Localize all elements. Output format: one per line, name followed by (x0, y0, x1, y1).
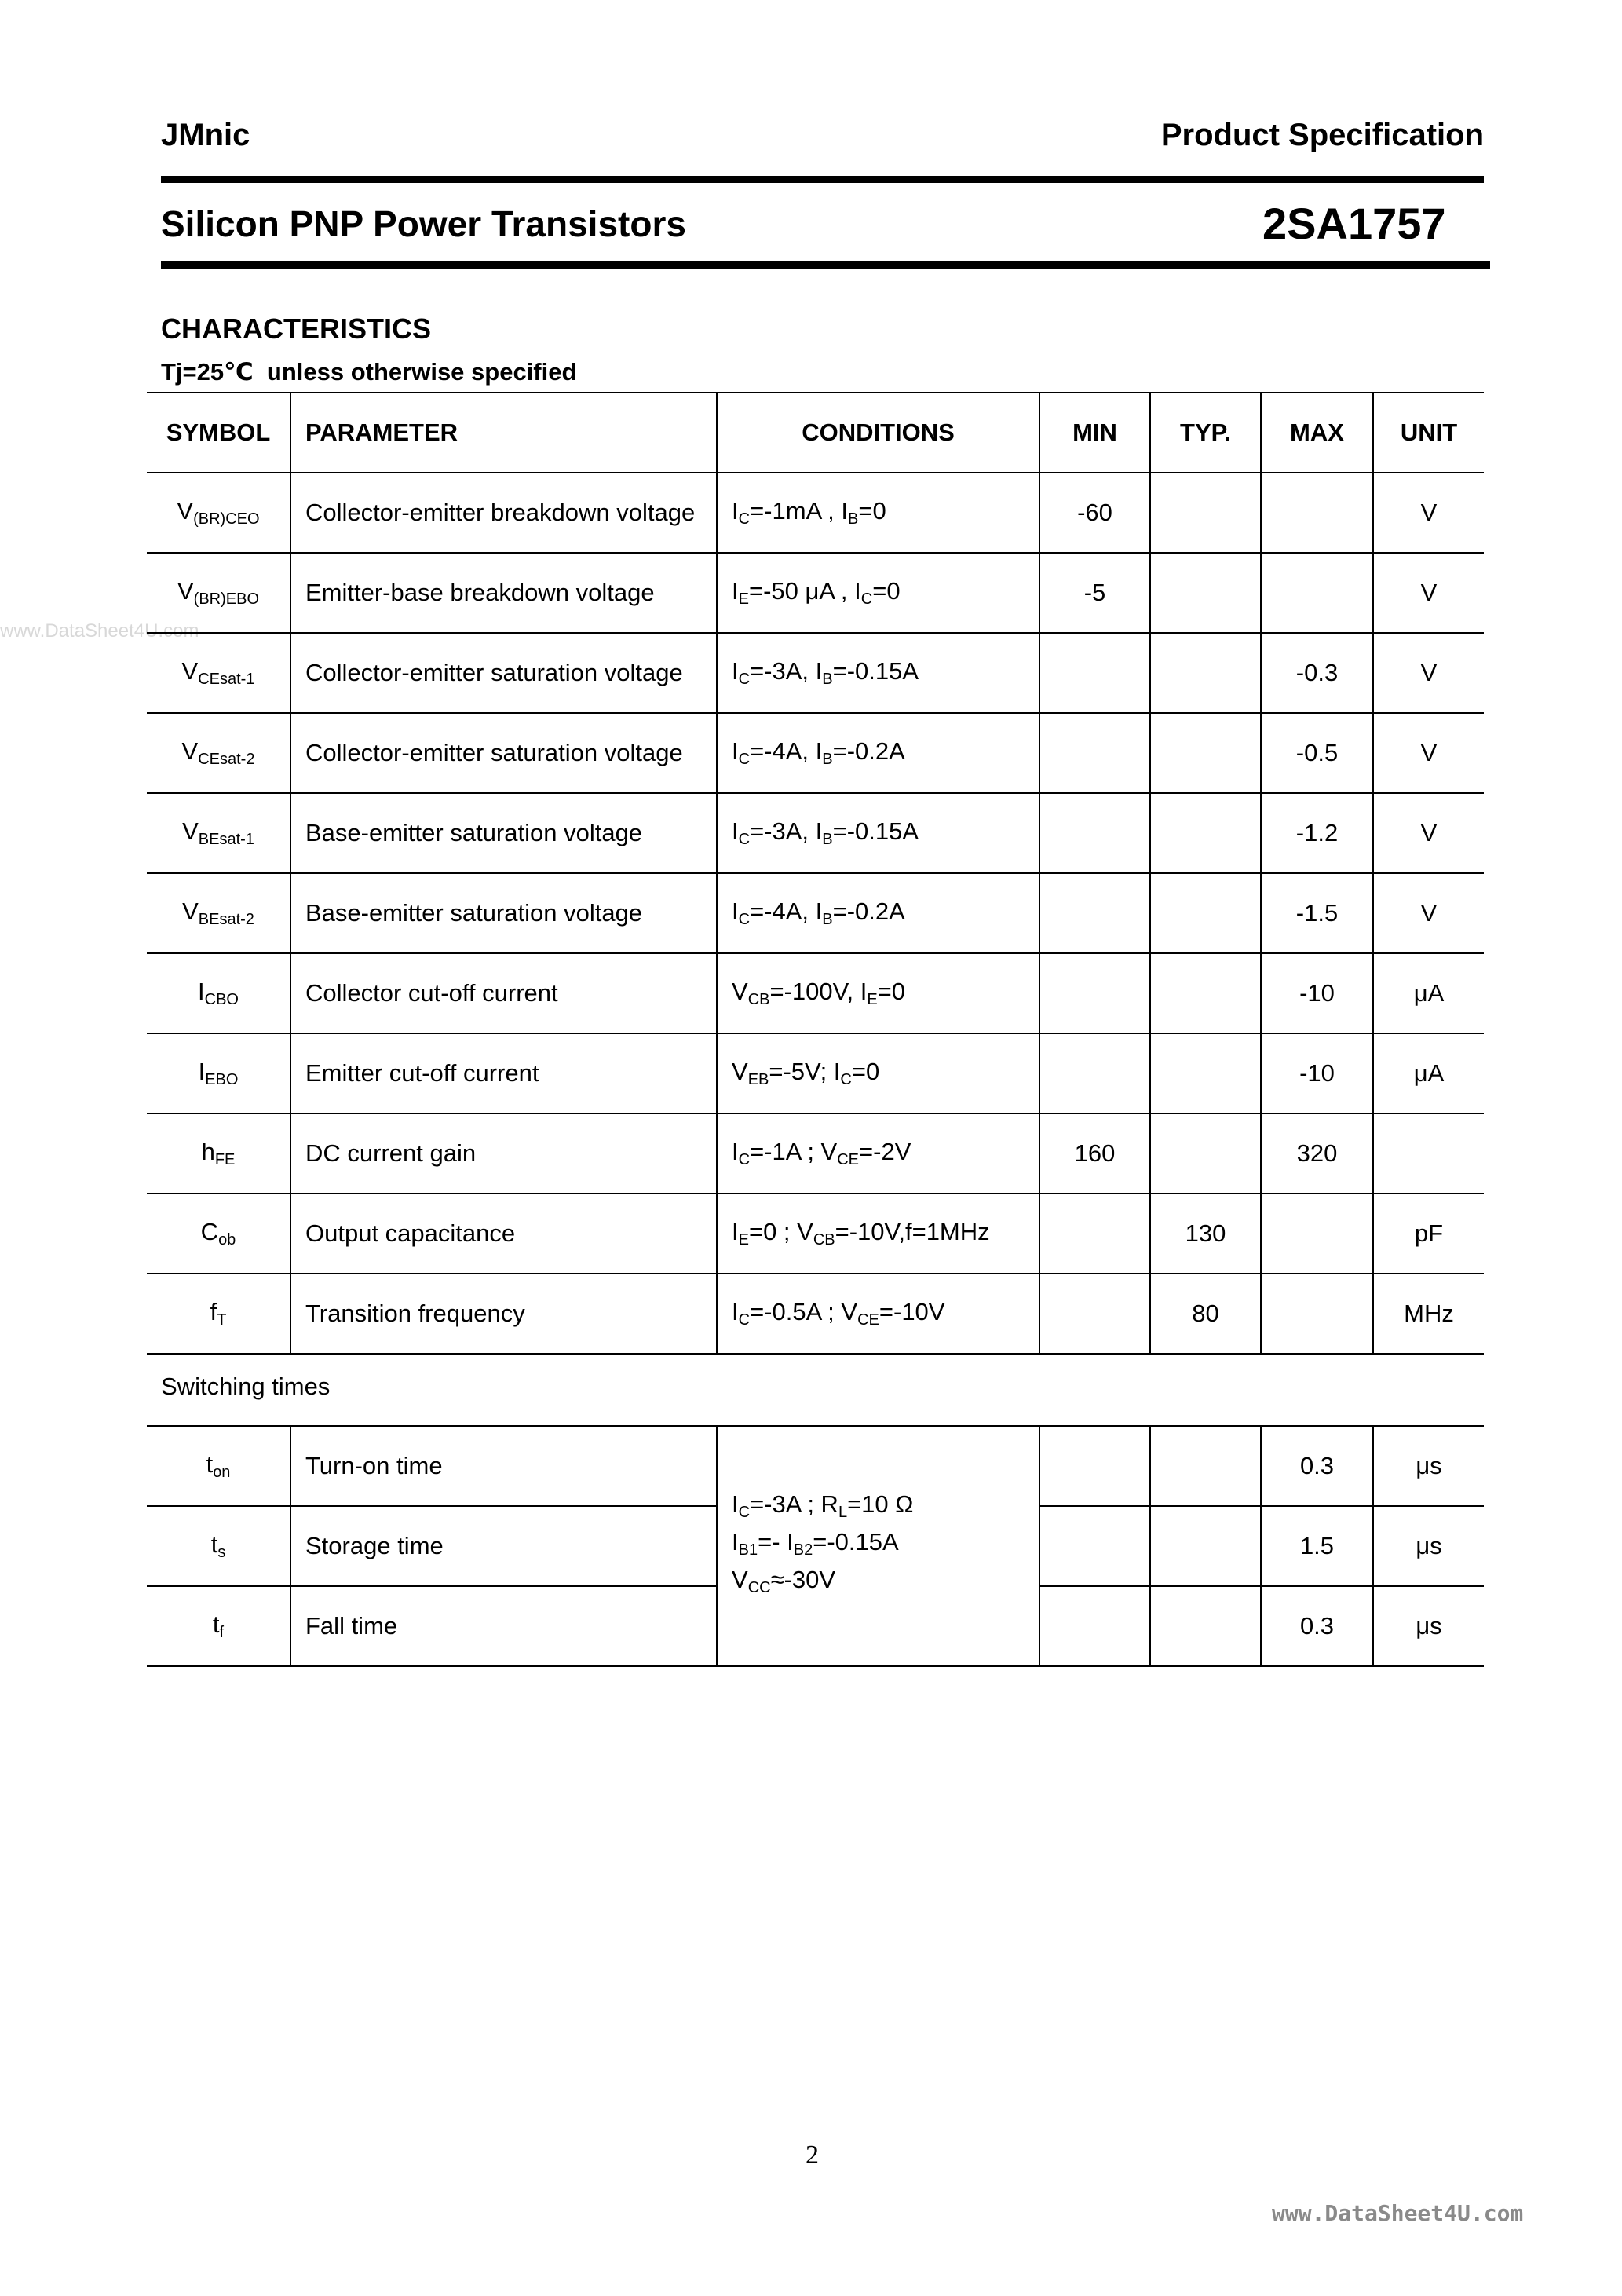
condition-text: I (732, 577, 739, 605)
table-header-row (147, 393, 1484, 473)
symbol-cell (147, 953, 290, 1033)
condition-subscript: C (738, 510, 751, 528)
condition-text: V (732, 978, 748, 1005)
symbol-cell (147, 1506, 290, 1586)
symbol-subscript: T (217, 1311, 227, 1329)
symbol-base: V (177, 577, 194, 605)
symbol-base: V (181, 737, 199, 765)
condition-text: I (732, 737, 739, 765)
parameter-cell: Base-emitter saturation voltage (290, 793, 717, 873)
parameter-cell: Fall time (290, 1586, 717, 1666)
symbol-base: t (212, 1610, 220, 1638)
condition-text: =0 (872, 577, 901, 605)
condition-text: =0 ; V (748, 1218, 813, 1245)
min-cell: -5 (1039, 553, 1150, 633)
unit-cell: V (1420, 899, 1438, 927)
min-cell (1039, 1194, 1150, 1274)
symbol-subscript: EBO (205, 1071, 239, 1088)
condition-text: I (732, 1490, 739, 1518)
condition-subscript: C (738, 1504, 751, 1521)
condition-subscript: B (822, 751, 833, 768)
symbol-subscript: (BR)CEO (193, 510, 260, 528)
conditions-cell (717, 953, 1039, 1033)
unit-cell: V (1420, 579, 1438, 606)
watermark-left: www.DataSheet4U.com (0, 620, 199, 642)
parameter-cell: Base-emitter saturation voltage (290, 873, 717, 953)
condition-text: I (732, 898, 739, 925)
condition-text: V (732, 1058, 748, 1085)
symbol-base: h (201, 1138, 215, 1165)
conditions-cell (717, 473, 1039, 553)
condition-subscript: C (840, 1071, 852, 1088)
max-cell: 0.3 (1261, 1426, 1373, 1506)
condition-text: =-3A, I (750, 657, 823, 685)
symbol-cell (147, 1586, 290, 1666)
switching-table (147, 1425, 1484, 1667)
table-row (147, 1194, 1484, 1274)
condition-text: I (732, 497, 739, 525)
section-subtitle: Tj=25℃ unless otherwise specified (161, 358, 577, 386)
table-row (147, 633, 1484, 713)
conditions-cell (717, 713, 1039, 793)
typ-cell (1150, 1426, 1261, 1506)
header-typ: TYP. (1150, 393, 1261, 473)
symbol-cell (147, 1194, 290, 1274)
condition-text: =0 (851, 1058, 880, 1085)
parameter-cell: Emitter cut-off current (290, 1033, 717, 1113)
section-title: CHARACTERISTICS (161, 313, 432, 345)
condition-text: =-100V, I (769, 978, 868, 1005)
condition-text: =- I (758, 1528, 794, 1556)
symbol-base: I (198, 1058, 206, 1085)
condition-subscript: CE (837, 1151, 860, 1168)
parameter-cell: Storage time (290, 1506, 717, 1586)
symbol-cell (147, 1274, 290, 1354)
characteristics-table (147, 392, 1484, 1355)
parameter-cell: Transition frequency (290, 1274, 717, 1354)
conditions-cell (717, 1113, 1039, 1194)
header-unit: UNIT (1400, 419, 1458, 446)
unit-cell: V (1420, 659, 1438, 686)
symbol-base: I (198, 978, 205, 1005)
min-cell (1039, 1033, 1150, 1113)
condition-text: I (732, 1528, 739, 1556)
condition-text: =-0.5A ; V (750, 1298, 858, 1325)
symbol-base: V (182, 817, 199, 845)
table-row (147, 1274, 1484, 1354)
parameter-cell: Turn-on time (290, 1426, 717, 1506)
switching-conditions-cell (717, 1426, 1039, 1666)
header-max: MAX (1261, 393, 1373, 473)
conditions-cell (717, 1274, 1039, 1354)
part-number: 2SA1757 (1262, 199, 1446, 248)
symbol-cell (147, 473, 290, 553)
table-row (147, 473, 1484, 553)
unit-cell (1373, 1113, 1484, 1194)
max-cell: -0.5 (1261, 713, 1373, 793)
symbol-base: t (206, 1450, 214, 1478)
condition-subscript: C (738, 831, 751, 848)
condition-text: I (732, 1298, 739, 1325)
symbol-subscript: CEsat-1 (198, 671, 255, 688)
condition-subscript: C (738, 751, 751, 768)
conditions-cell (717, 793, 1039, 873)
unit-cell: μs (1416, 1532, 1442, 1559)
symbol-subscript: s (217, 1544, 226, 1561)
typ-cell (1150, 633, 1261, 713)
conditions-cell (717, 633, 1039, 713)
condition-subscript: CB (747, 991, 770, 1008)
max-cell (1261, 1194, 1373, 1274)
condition-text: =-0.15A (832, 657, 919, 685)
condition-text: =-1A ; V (750, 1138, 838, 1165)
condition-subscript: C (738, 1151, 751, 1168)
unit-cell: μA (1413, 1059, 1445, 1087)
table-row (147, 953, 1484, 1033)
parameter-cell: Collector-emitter breakdown voltage (290, 473, 717, 553)
condition-text: =-50 μA , I (748, 577, 861, 605)
typ-cell (1150, 873, 1261, 953)
condition-subscript: CE (857, 1311, 879, 1329)
condition-subscript: E (738, 1231, 749, 1249)
table-row (147, 873, 1484, 953)
condition-text: =-0.2A (832, 898, 905, 925)
condition-subscript: EB (747, 1071, 769, 1088)
min-cell (1039, 713, 1150, 793)
conditions-cell (717, 1033, 1039, 1113)
doc-type: Product Specification (1160, 118, 1484, 152)
page-title: Silicon PNP Power Transistors (161, 203, 686, 244)
condition-subscript: B (848, 510, 859, 528)
parameter-cell: Output capacitance (290, 1194, 717, 1274)
condition-text: =-3A ; R (750, 1490, 838, 1518)
symbol-cell (147, 1426, 290, 1506)
unit-cell: μs (1416, 1452, 1442, 1479)
condition-text: =-0.15A (813, 1528, 899, 1556)
condition-text: I (732, 817, 739, 845)
condition-subscript: B1 (738, 1541, 758, 1559)
typ-cell (1150, 553, 1261, 633)
condition-text: =-2V (859, 1138, 911, 1165)
conditions-cell (717, 873, 1039, 953)
symbol-cell (147, 1033, 290, 1113)
condition-text: =0 (877, 978, 906, 1005)
symbol-cell (147, 713, 290, 793)
parameter-cell: Collector-emitter saturation voltage (290, 633, 717, 713)
condition-text: =-5V; I (769, 1058, 841, 1085)
condition-subscript: C (738, 671, 751, 688)
symbol-subscript: f (219, 1624, 225, 1641)
unit-cell: pF (1414, 1219, 1444, 1247)
symbol-base: f (210, 1298, 217, 1325)
company-name: JMnic (161, 118, 250, 152)
table-row (147, 553, 1484, 633)
symbol-subscript: (BR)EBO (193, 590, 260, 608)
min-cell (1039, 793, 1150, 873)
symbol-subscript: ob (218, 1231, 236, 1249)
typ-cell (1150, 793, 1261, 873)
condition-text: I (732, 1218, 739, 1245)
unit-cell: V (1420, 819, 1438, 846)
watermark-right: www.DataSheet4U.com (1272, 2200, 1524, 2226)
symbol-base: V (181, 657, 199, 685)
switching-row (147, 1426, 1484, 1506)
symbol-subscript: BEsat-2 (198, 911, 254, 928)
typ-cell: 80 (1150, 1274, 1261, 1354)
condition-line (732, 1527, 1039, 1565)
unit-cell: μs (1416, 1612, 1442, 1640)
table-row (147, 793, 1484, 873)
condition-text: V (732, 1566, 748, 1593)
unit-cell: V (1420, 739, 1438, 766)
condition-text: =-1mA , I (750, 497, 848, 525)
condition-subscript: C (738, 1311, 751, 1329)
switching-label: Switching times (161, 1373, 331, 1400)
condition-line (732, 1565, 1039, 1603)
max-cell: -1.2 (1261, 793, 1373, 873)
max-cell (1261, 473, 1373, 553)
unit-cell: V (1420, 499, 1438, 526)
symbol-base: t (210, 1530, 218, 1558)
condition-text: =0 (858, 497, 886, 525)
symbol-base: C (200, 1218, 219, 1245)
symbol-cell (147, 793, 290, 873)
min-cell (1039, 873, 1150, 953)
condition-text: =-4A, I (750, 898, 823, 925)
header-min: MIN (1039, 393, 1150, 473)
typ-cell (1150, 1586, 1261, 1666)
min-cell (1039, 1274, 1150, 1354)
max-cell: 1.5 (1261, 1506, 1373, 1586)
symbol-subscript: on (213, 1464, 231, 1481)
condition-subscript: B (822, 831, 833, 848)
typ-cell (1150, 713, 1261, 793)
condition-subscript: E (738, 590, 749, 608)
header-conditions: CONDITIONS (717, 393, 1039, 473)
conditions-cell (717, 553, 1039, 633)
table-row (147, 1113, 1484, 1194)
typ-cell (1150, 1506, 1261, 1586)
header-rule-top (161, 176, 1484, 183)
parameter-cell: DC current gain (290, 1113, 717, 1194)
symbol-subscript: FE (214, 1151, 236, 1168)
condition-subscript: CC (747, 1579, 771, 1596)
max-cell: -10 (1261, 953, 1373, 1033)
symbol-cell (147, 553, 290, 633)
condition-text: =-4A, I (750, 737, 823, 765)
min-cell (1039, 1586, 1150, 1666)
typ-cell (1150, 1033, 1261, 1113)
condition-subscript: L (838, 1504, 848, 1521)
max-cell: -1.5 (1261, 873, 1373, 953)
header-parameter: PARAMETER (290, 393, 717, 473)
condition-subscript: CB (813, 1231, 835, 1249)
typ-cell (1150, 953, 1261, 1033)
condition-subscript: E (867, 991, 878, 1008)
table-row (147, 1033, 1484, 1113)
conditions-cell (717, 1194, 1039, 1274)
typ-cell (1150, 1113, 1261, 1194)
max-cell (1261, 1274, 1373, 1354)
condition-text: =10 Ω (847, 1490, 914, 1518)
typ-cell (1150, 473, 1261, 553)
page-number: 2 (806, 2141, 819, 2170)
typ-cell: 130 (1150, 1194, 1261, 1274)
max-cell: -0.3 (1261, 633, 1373, 713)
condition-text: =-3A, I (750, 817, 823, 845)
condition-subscript: C (860, 590, 873, 608)
condition-subscript: B2 (793, 1541, 813, 1559)
symbol-subscript: CEsat-2 (198, 751, 255, 768)
parameter-cell: Emitter-base breakdown voltage (290, 553, 717, 633)
condition-text: I (732, 1138, 739, 1165)
max-cell: 320 (1261, 1113, 1373, 1194)
symbol-base: V (182, 898, 199, 925)
condition-line (732, 1490, 1039, 1527)
condition-text: =-10V (879, 1298, 945, 1325)
min-cell (1039, 633, 1150, 713)
unit-cell: μA (1413, 979, 1445, 1007)
parameter-cell: Collector-emitter saturation voltage (290, 713, 717, 793)
symbol-subscript: BEsat-1 (198, 831, 254, 848)
condition-text: =-0.2A (832, 737, 905, 765)
table-row (147, 713, 1484, 793)
symbol-base: V (177, 497, 194, 525)
min-cell (1039, 953, 1150, 1033)
condition-subscript: B (822, 671, 833, 688)
symbol-cell (147, 633, 290, 713)
min-cell: 160 (1039, 1113, 1150, 1194)
symbol-cell (147, 873, 290, 953)
condition-text: ≈-30V (770, 1566, 836, 1593)
symbol-subscript: CBO (204, 991, 239, 1008)
max-cell (1261, 553, 1373, 633)
condition-text: I (732, 657, 739, 685)
min-cell: -60 (1039, 473, 1150, 553)
min-cell (1039, 1506, 1150, 1586)
condition-text: =-10V,f=1MHz (835, 1218, 990, 1245)
max-cell: 0.3 (1261, 1586, 1373, 1666)
condition-text: =-0.15A (832, 817, 919, 845)
unit-cell: MHz (1404, 1300, 1454, 1327)
condition-subscript: B (822, 911, 833, 928)
header-rule-bottom (161, 261, 1490, 269)
symbol-cell (147, 1113, 290, 1194)
max-cell: -10 (1261, 1033, 1373, 1113)
header-symbol: SYMBOL (147, 393, 290, 473)
parameter-cell: Collector cut-off current (290, 953, 717, 1033)
condition-subscript: C (738, 911, 751, 928)
min-cell (1039, 1426, 1150, 1506)
